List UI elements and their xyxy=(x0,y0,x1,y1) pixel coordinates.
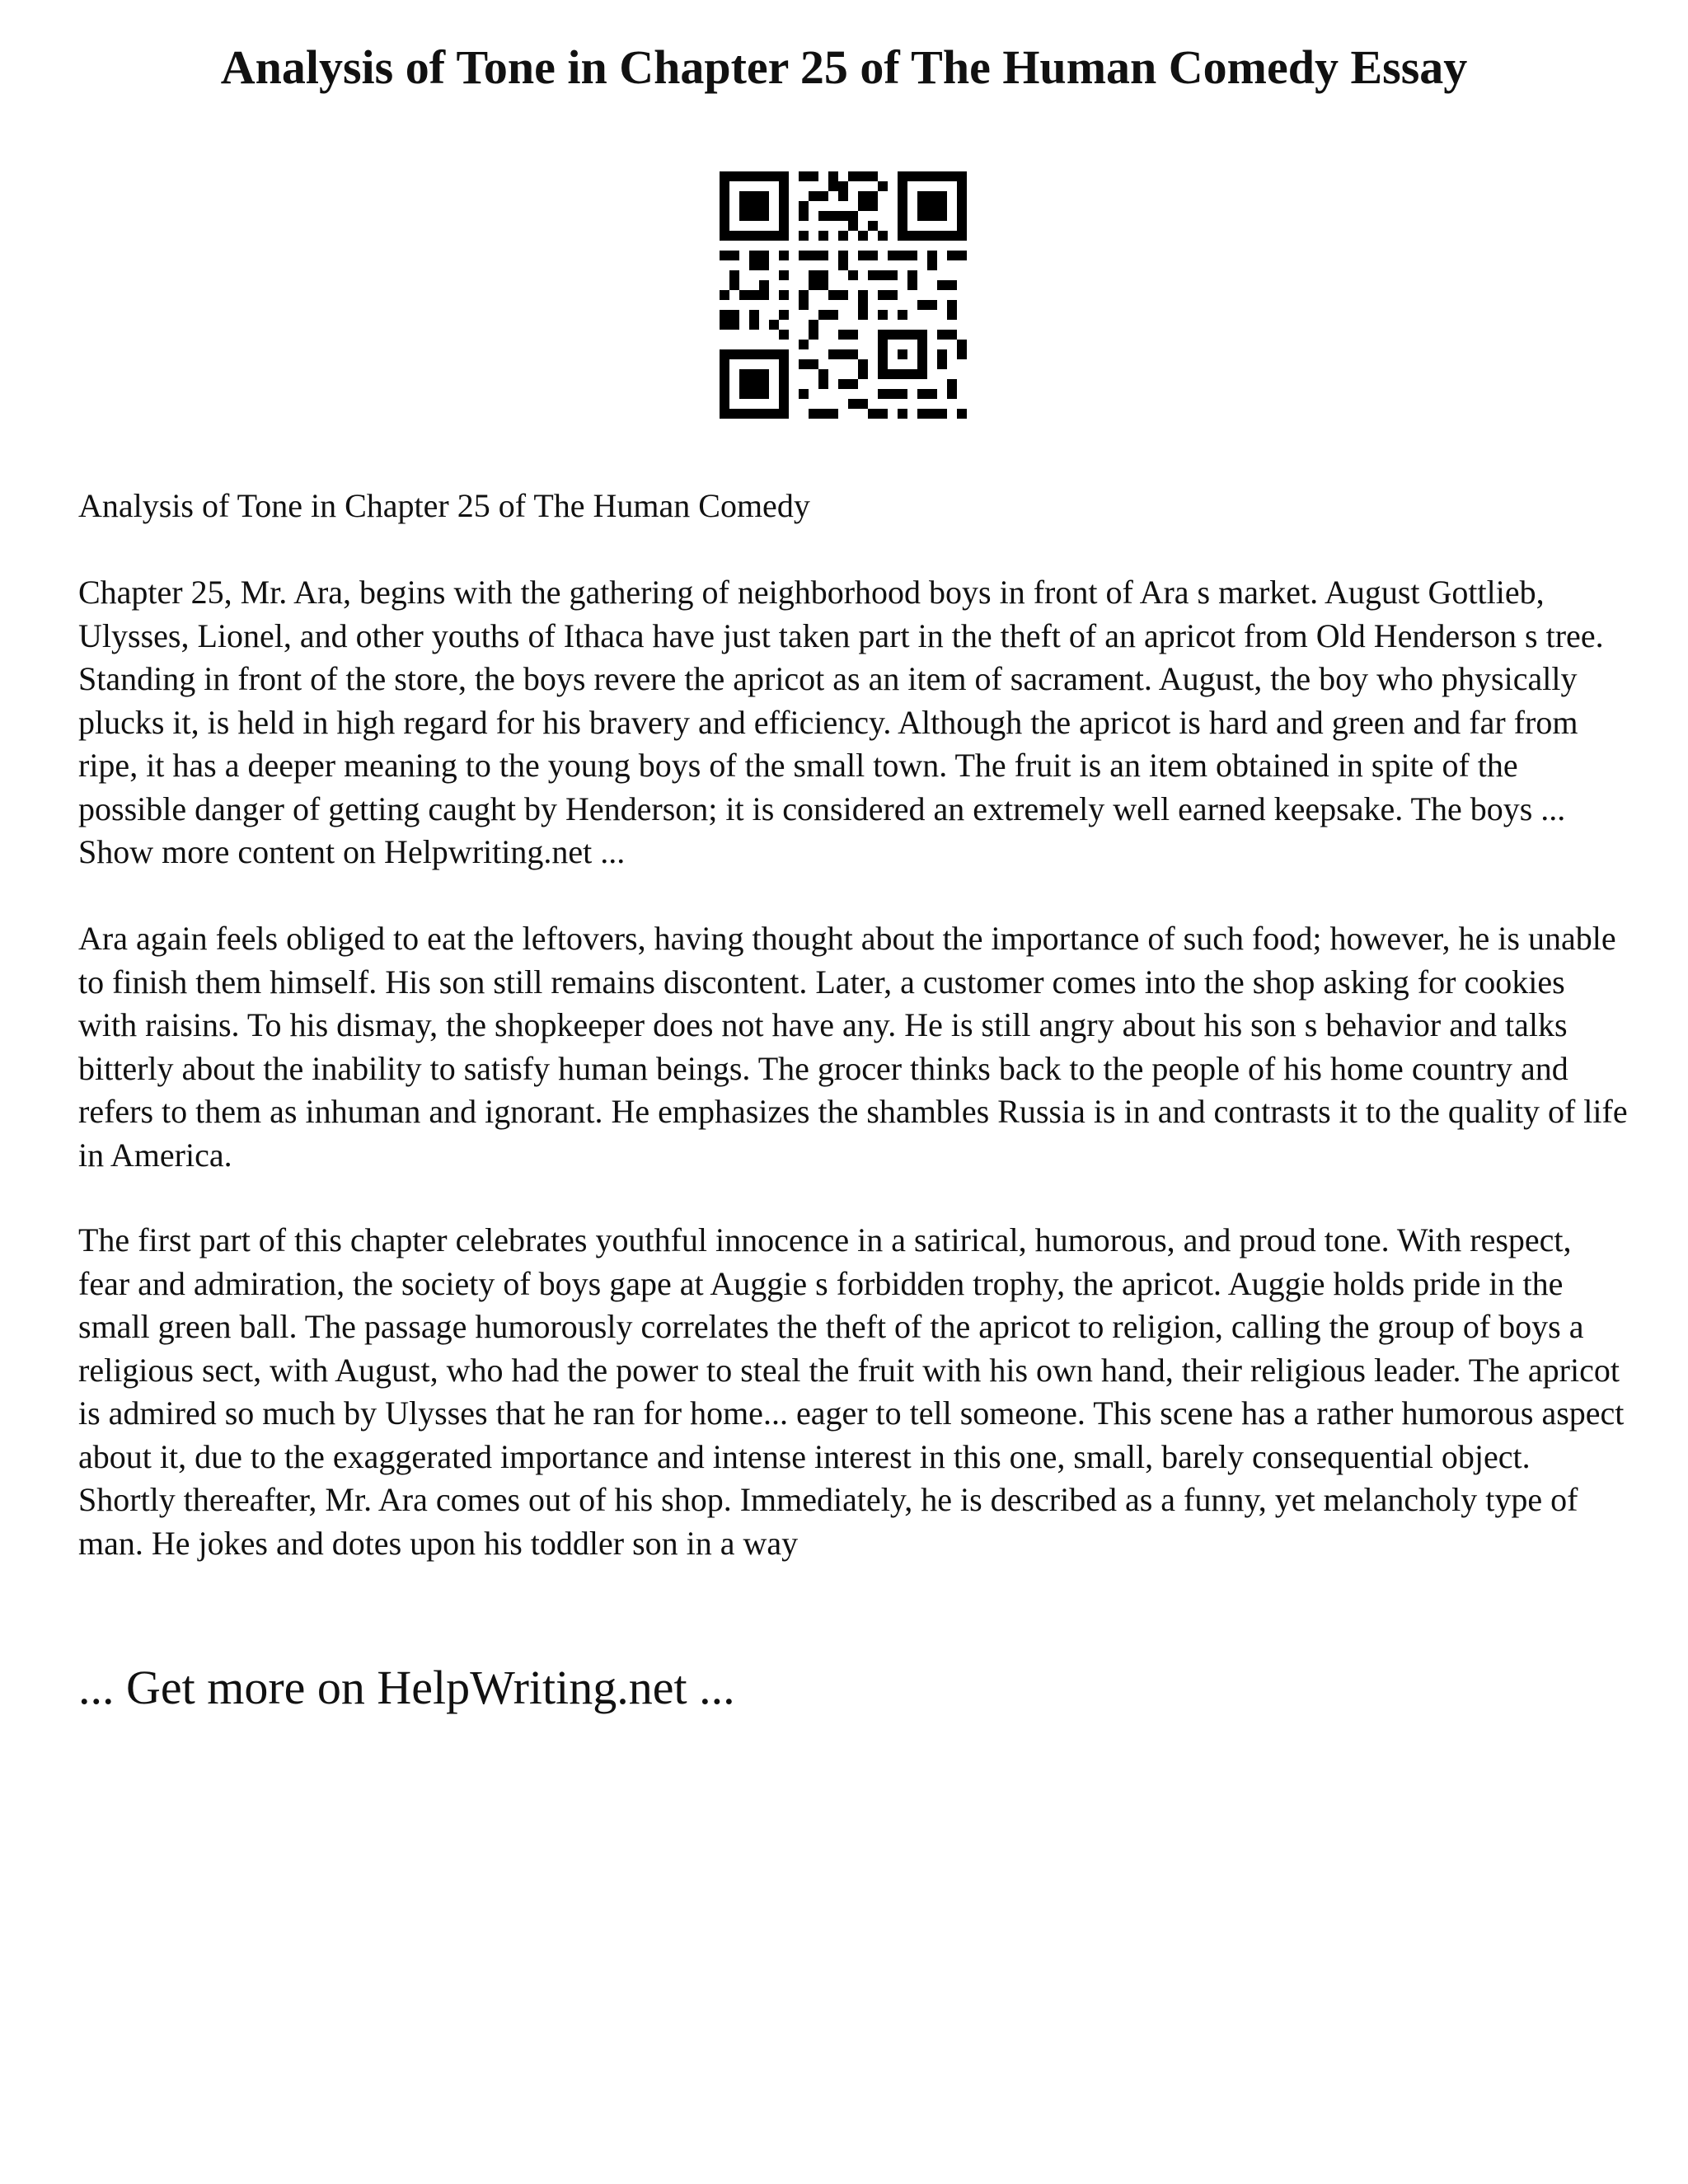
document-title: Analysis of Tone in Chapter 25 of The Human Comedy Essay xyxy=(220,40,1468,94)
paragraph: Ara again feels obliged to eat the leftovers, having thought about the importance of such food; however, he is unable to finish them himself. His son still remains discontent. Later, a customer comes into the shop asking for cookies with raisins. To his dismay, the shopkeeper does not have any. He is still angry about his son s behavior and talks bitterly about the inability to satisfy human beings. The grocer thinks back to the people of his home country and refers to them as inhuman and ignorant. He emphasizes the shambles Russia is in and contrasts it to the quality of life in America. xyxy=(78,920,1628,1174)
paragraph: Chapter 25, Mr. Ara, begins with the gathering of neighborhood boys in front of Ara s market. August Gottlieb, Ulysses, Lionel, and other youths of Ithaca have just taken part in the theft of an apricot from Old Henderson s tree. Standing in front of the store, the boys revere the apricot as an item of sacrament. August, the boy who physically plucks it, is held in high regard for his bravery and efficiency. Although the apricot is hard and green and far from ripe, it has a deeper meaning to the young boys of the small town. The fruit is an item obtained in spite of the possible danger of getting caught by Henderson; it is considered an extremely well earned keepsake. The boys ... Show more content on Helpwriting.net ... xyxy=(78,574,1604,870)
paragraph: The first part of this chapter celebrates youthful innocence in a satirical, humorous, and proud tone. With respect, fear and admiration, the society of boys gape at Auggie s forbidden trophy, the apricot. Auggie holds pride in the small green ball. The passage humorously correlates the theft of the apricot to religion, calling the group of boys a religious sect, with August, who had the power to steal the fruit with his own hand, their religious leader. The apricot is admired so much by Ulysses that he ran for home... eager to tell someone. This scene has a rather humorous aspect about it, due to the exaggerated importance and intense interest in this one, small, barely consequential object. Shortly thereafter, Mr. Ara comes out of his shop. Immediately, he is described as a funny, yet melancholy type of man. He jokes and dotes upon his toddler son in a way xyxy=(78,1221,1625,1562)
get-more-link[interactable]: ... Get more on HelpWriting.net ... xyxy=(78,1661,735,1714)
document-subtitle: Analysis of Tone in Chapter 25 of The Human Comedy xyxy=(78,487,810,524)
qr-code-icon xyxy=(720,171,967,419)
